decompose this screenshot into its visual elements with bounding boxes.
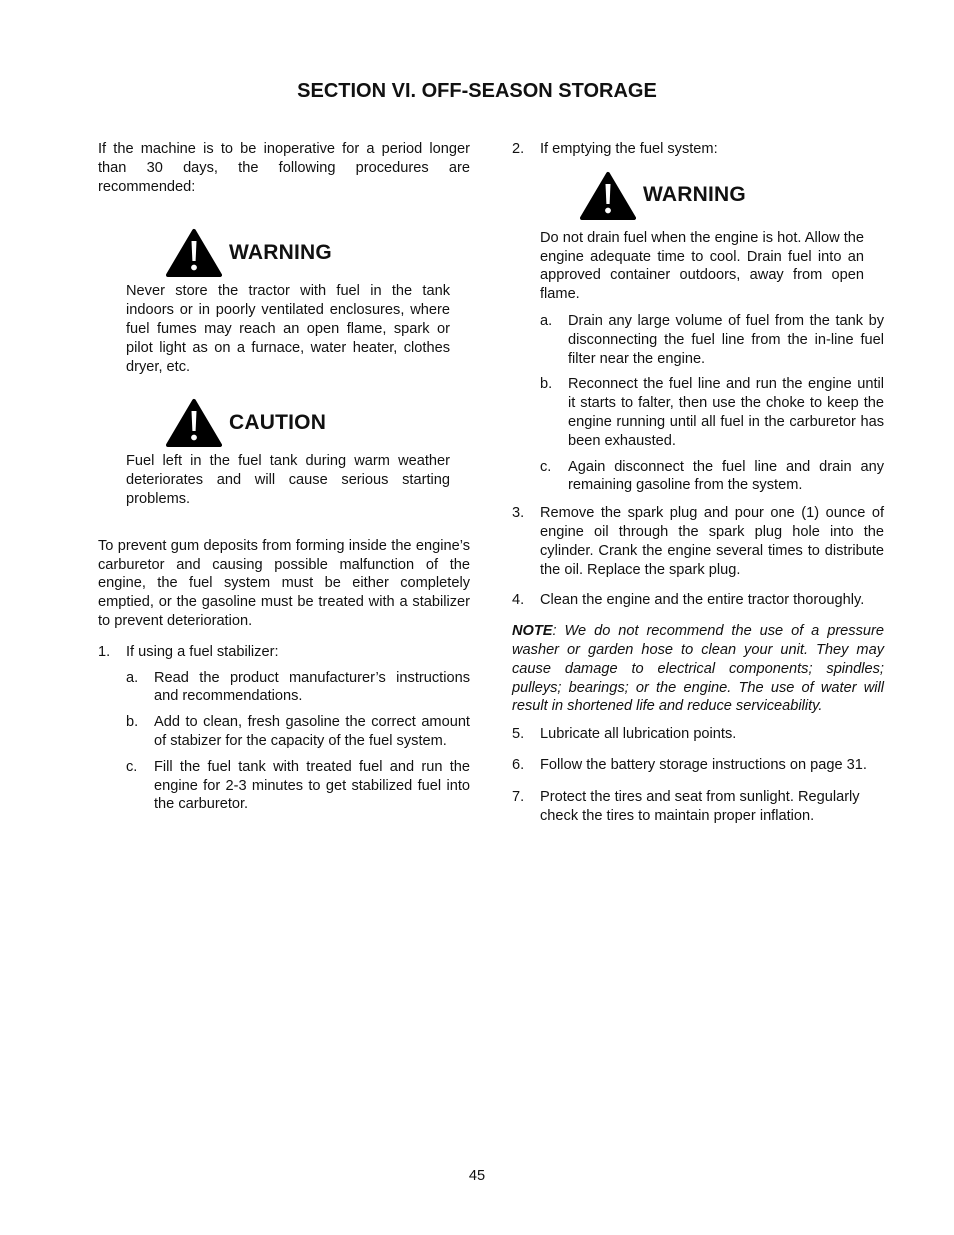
list-text: If emptying the fuel system: [540,141,718,157]
sub-letter: c. [126,758,138,775]
sub-letter: b. [126,714,139,731]
list-text: Remove the spark plug and pour one (1) ounce of engine oil through the spark plug hole into the cylinder. Crank the engine several times to distribute the oil. Replace the spark plug. [540,505,884,578]
sub-item-1b [126,713,470,751]
list-text: Clean the engine and the entire tractor thoroughly. [540,592,865,609]
sub-letter: b. [540,376,553,393]
list-text: If using a fuel stabilizer: [126,643,279,660]
sub-text: Drain any large volume of fuel from the tank by disconnecting the fuel line from the in-line fuel filter near the engine. [568,312,884,367]
list-number: 2. [512,141,525,157]
list-item-6 [512,756,884,775]
sub-text: Again disconnect the fuel line and drain any remaining gasoline from the system. [568,458,884,494]
list-number: 1. [98,643,111,660]
warning-label: WARNING [643,183,746,207]
note-text: : We do not recommend the use of a pressure washer or garden hose to clean your unit. They may cause damage to electrical components; spindles; pulleys; bearings; or the engine. The use of water will result in shortened life and reduce serviceability. [512,623,884,715]
sublist-2 [540,312,884,495]
note-paragraph [512,622,884,716]
list-number: 4. [512,592,525,609]
list-number: 3. [512,505,525,522]
sub-item-1a [126,669,470,707]
gum-deposits-paragraph: To prevent gum deposits from forming inside the engine’s carburetor and causing possible malfunction of the engine, the fuel system must be either completely emptied, or the gasoline must be treated with a stabilizer to prevent deterioration. [98,537,470,629]
warning-triangle-icon [580,171,636,221]
warning-header [166,228,450,278]
caution-label: CAUTION [229,410,327,434]
list-text: Protect the tires and seat from sunlight. Regularly check the tires to maintain proper inflation. [540,788,860,824]
sub-item-1c [126,758,470,814]
right-column [512,140,884,825]
warning-header [580,171,864,221]
list-item-5 [512,725,884,744]
list-number: 7. [512,788,525,805]
warning-text: Do not drain fuel when the engine is hot. Allow the engine adequate time to cool. Drain fuel into an approved container outdoors, away from open flame. [540,229,864,303]
storage-warning [126,228,450,376]
list-item-3 [512,504,884,579]
left-column [98,140,470,814]
list-text: Lubricate all lubrication points. [540,726,737,743]
warning-triangle-icon [166,228,222,278]
warning-text: Never store the tractor with fuel in the tank indoors or in poorly ventilated enclosures, where fuel fumes may reach an open flame, spark or pilot light as on a furnace, water heater, clothes dryer, etc. [126,283,450,375]
caution-text: Fuel left in the fuel tank during warm weather deteriorates and will cause serious starting problems. [126,453,450,507]
sub-letter: a. [540,312,553,329]
sub-text: Reconnect the fuel line and run the engine until it starts to falter, then use the choke to keep the engine running until all fuel in the carburetor has been exhausted. [568,376,884,449]
list-number: 5. [512,726,525,743]
fuel-caution [126,398,450,508]
sub-text: Add to clean, fresh gasoline the correct amount of stabizer for the capacity of the fuel system. [154,714,470,749]
warning-triangle-icon [166,398,222,448]
drain-fuel-warning [540,171,864,304]
sub-letter: c. [540,458,552,475]
warning-label: WARNING [229,240,332,264]
page-number: 45 [468,1168,486,1184]
note-label: NOTE [512,623,553,640]
intro-paragraph: If the machine is to be inoperative for a period longer than 30 days, the following procedures are recommended: [98,141,470,195]
list-item-7 [512,788,884,826]
list-item-4 [512,591,884,610]
sub-item-2a [540,312,884,368]
list-item-1 [98,643,470,662]
sublist-1 [126,669,470,815]
sub-text: Fill the fuel tank with treated fuel and run the engine for 2-3 minutes to get stabilized fuel into the carburetor. [154,758,470,813]
list-number: 6. [512,756,525,773]
sub-item-2b [540,375,884,450]
section-title: SECTION VI. OFF-SEASON STORAGE [297,80,657,102]
caution-header [166,398,450,448]
sub-item-2c [540,458,884,496]
sub-text: Read the product manufacturer’s instructions and recommendations. [154,669,470,705]
list-item-2 [512,140,884,159]
sub-letter: a. [126,669,139,686]
list-text: Follow the battery storage instructions on page 31. [540,756,867,773]
